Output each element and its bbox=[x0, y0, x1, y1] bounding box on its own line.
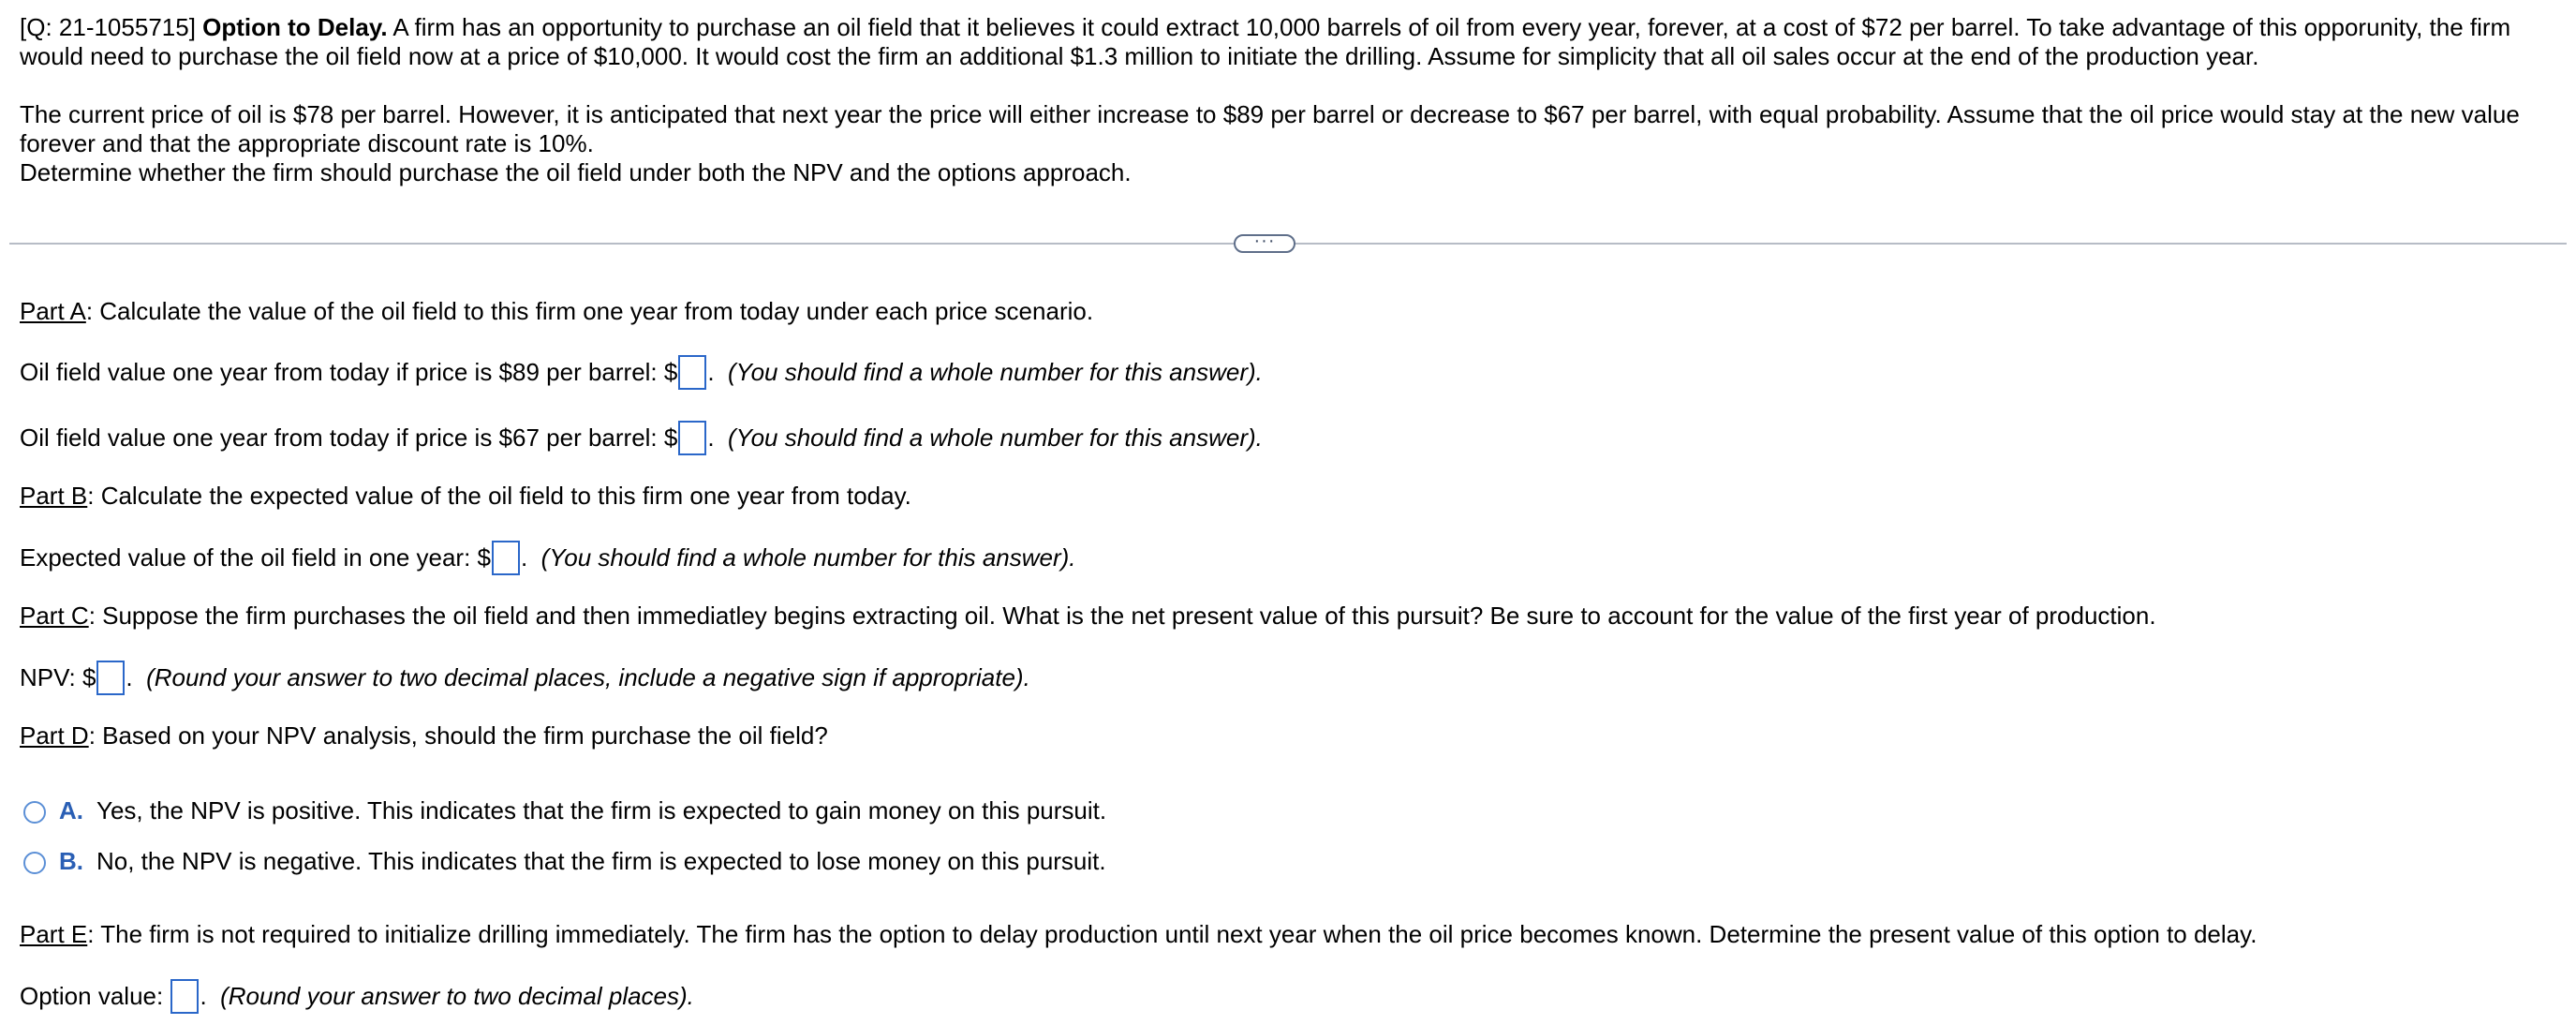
part-b-answer-input[interactable] bbox=[492, 541, 520, 575]
part-e-q-label: Option value: bbox=[20, 982, 170, 1010]
part-a-label: Part A bbox=[20, 297, 86, 325]
option-b-letter: B. bbox=[59, 847, 83, 875]
part-b-prompt bbox=[20, 481, 911, 511]
part-a-text: : Calculate the value of the oil field to this firm one year from today under each price scenario. bbox=[85, 297, 1094, 325]
part-d-option-b[interactable] bbox=[23, 846, 1106, 876]
part-a-q2-label: Oil field value one year from today if price is $67 per barrel: $ bbox=[20, 423, 678, 452]
part-e-text: : The firm is not required to initialize drilling immediately. The firm has the option to delay production until next year when the oil price becomes known. Determine the present value of this option to delay. bbox=[87, 920, 2258, 948]
part-c-prompt bbox=[20, 601, 2156, 631]
part-a-q2-hint: (You should find a whole number for this answer). bbox=[728, 423, 1263, 452]
part-b-hint: (You should find a whole number for this answer). bbox=[540, 543, 1076, 572]
part-c-q-label: NPV: $ bbox=[20, 663, 96, 691]
expand-more-button[interactable]: ··· bbox=[1234, 234, 1295, 253]
question-stem bbox=[20, 13, 2554, 187]
option-b-radio[interactable] bbox=[23, 852, 46, 874]
part-c-label: Part C bbox=[20, 602, 89, 630]
part-c-hint: (Round your answer to two decimal places, include a negative sign if appropriate). bbox=[146, 663, 1030, 691]
part-d-label: Part D bbox=[20, 721, 89, 750]
part-e-question: Option value: . (Round your answer to two decimal places). bbox=[20, 979, 694, 1014]
part-a-question-2: Oil field value one year from today if price is $67 per barrel: $ . (You should find a whole number for this answer). bbox=[20, 421, 1263, 455]
intro-paragraph-2: The current price of oil is $78 per barrel. However, it is anticipated that next year the price will either increase to $89 per barrel or decrease to $67 per barrel, with equal probability. Assume that the oil price would stay at the new value forever and that the appropriate discount rate is 10%. bbox=[20, 100, 2520, 157]
part-a-q2-answer-input[interactable] bbox=[678, 421, 706, 455]
part-c-question: NPV: $ . (Round your answer to two decimal places, include a negative sign if appropriate). bbox=[20, 661, 1030, 695]
part-a-prompt bbox=[20, 296, 1093, 326]
part-a-question-1: Oil field value one year from today if price is $89 per barrel: $ . (You should find a whole number for this answer). bbox=[20, 355, 1263, 390]
option-b-text: No, the NPV is negative. This indicates that the firm is expected to lose money on this pursuit. bbox=[96, 847, 1106, 875]
part-b-label: Part B bbox=[20, 482, 88, 510]
question-id: [Q: 21-1055715] bbox=[20, 13, 196, 41]
part-d-text: : Based on your NPV analysis, should the firm purchase the oil field? bbox=[88, 721, 828, 750]
intro-paragraph-1 bbox=[20, 13, 2554, 71]
part-c-npv-input[interactable] bbox=[96, 661, 125, 695]
intro-text-1: A firm has an opportunity to purchase an oil field that it believes it could extract 10,000 barrels of oil from every year, forever, at a cost of $72 per barrel. To take advantage of this opporunity, the firm would need to purchase the oil field now at a price of $10,000. It would cost the firm an additional $1.3 million to initiate the drilling. Assume for simplicity that all oil sales occur at the end of the production year. bbox=[20, 13, 2511, 70]
question-title: Option to Delay. bbox=[202, 13, 388, 41]
part-a-q1-label: Oil field value one year from today if price is $89 per barrel: $ bbox=[20, 358, 678, 386]
part-e-prompt bbox=[20, 919, 2257, 949]
option-a-radio[interactable] bbox=[23, 801, 46, 824]
part-e-option-value-input[interactable] bbox=[170, 979, 199, 1014]
part-c-text: : Suppose the firm purchases the oil field and then immediatley begins extracting oil. What is the net present value of this pursuit? Be sure to account for the value of the first year of production. bbox=[88, 602, 2156, 630]
part-d-option-a[interactable] bbox=[23, 795, 1106, 825]
part-a-q1-hint: (You should find a whole number for this answer). bbox=[728, 358, 1263, 386]
part-a-q1-answer-input[interactable] bbox=[678, 355, 706, 390]
part-b-q-label: Expected value of the oil field in one year: $ bbox=[20, 543, 491, 572]
part-d-prompt bbox=[20, 720, 828, 750]
intro-paragraph-3: Determine whether the firm should purchase the oil field under both the NPV and the options approach. bbox=[20, 158, 1132, 186]
part-b-question: Expected value of the oil field in one year: $ . (You should find a whole number for this answer). bbox=[20, 541, 1076, 575]
part-b-text: : Calculate the expected value of the oil field to this firm one year from today. bbox=[87, 482, 911, 510]
option-a-letter: A. bbox=[59, 796, 83, 824]
part-e-label: Part E bbox=[20, 920, 88, 948]
part-e-hint: (Round your answer to two decimal places). bbox=[220, 982, 694, 1010]
option-a-text: Yes, the NPV is positive. This indicates that the firm is expected to gain money on this pursuit. bbox=[96, 796, 1107, 824]
